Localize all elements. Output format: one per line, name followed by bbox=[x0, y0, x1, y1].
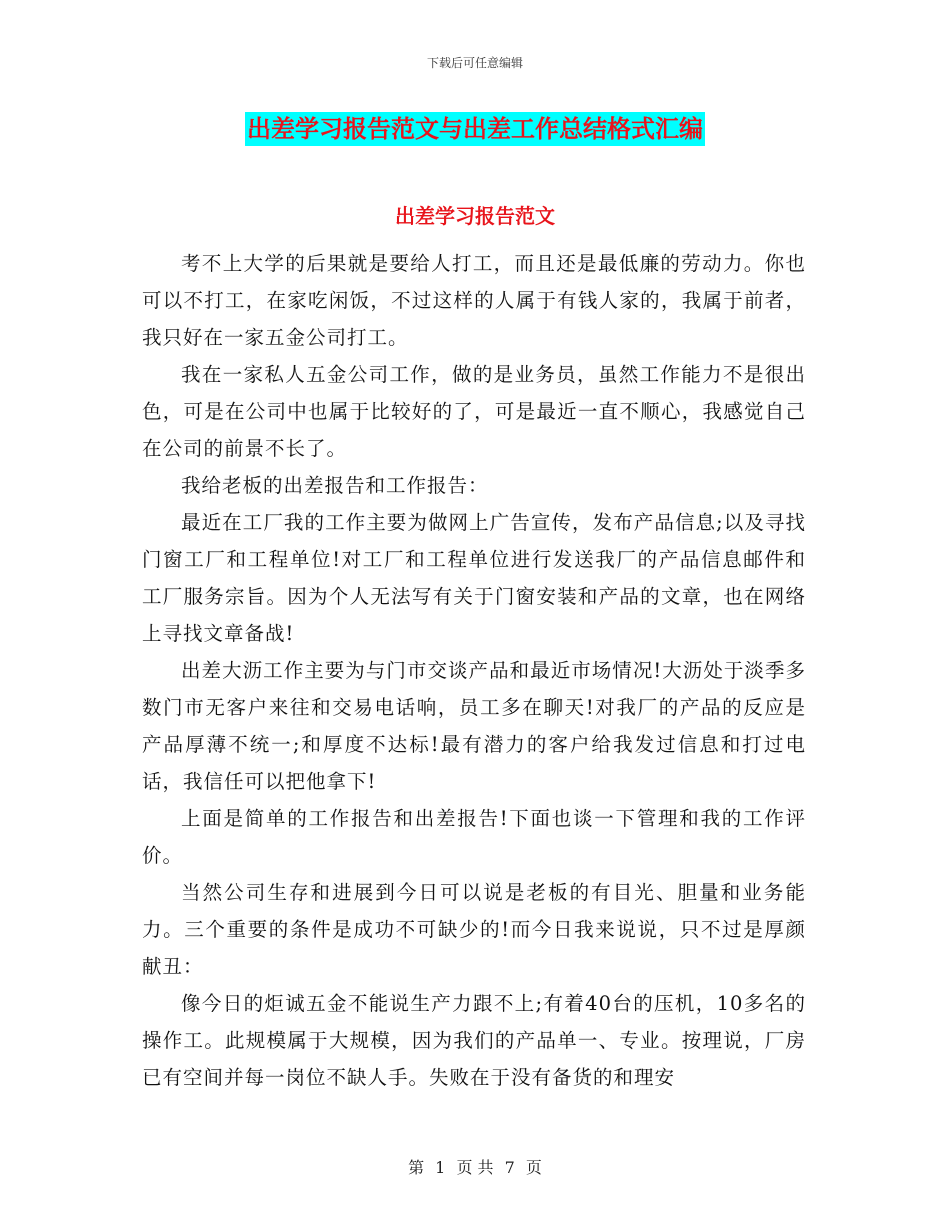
current-page-number: 1 bbox=[435, 1158, 446, 1177]
paragraph: 当然公司生存和进展到今日可以说是老板的有目光、胆量和业务能力。三个重要的条件是成功不可缺少的!而今日我来说说，只不过是厚颜献丑： bbox=[142, 881, 806, 978]
paragraph: 上面是简单的工作报告和出差报告!下面也谈一下管理和我的工作评价。 bbox=[142, 807, 806, 867]
header-note: 下载后可任意编辑 bbox=[426, 56, 523, 70]
paragraph: 我在一家私人五金公司工作，做的是业务员，虽然工作能力不是很出色，可是在公司中也属于比较好的了，可是最近一直不顺心，我感觉自己在公司的前景不长了。 bbox=[142, 363, 806, 460]
footer-mid: 页 共 bbox=[456, 1158, 494, 1177]
document-title-container bbox=[0, 112, 950, 146]
paragraph: 我给老板的出差报告和工作报告： bbox=[181, 474, 489, 497]
paragraph: 出差大沥工作主要为与门市交谈产品和最近市场情况!大沥处于淡季多数门市无客户来往和交易电话响，员工多在聊天!对我厂的产品的反应是产品厚薄不统一;和厚度不达标!最有潜力的客户给我发过信息和打过电话，我信任可以把他拿下! bbox=[142, 659, 806, 793]
paragraph: 考不上大学的后果就是要给人打工，而且还是最低廉的劳动力。你也可以不打工，在家吃闲饭，不过这样的人属于有钱人家的，我属于前者，我只好在一家五金公司打工。 bbox=[142, 252, 806, 349]
page-footer bbox=[0, 1155, 950, 1178]
footer-prefix: 第 bbox=[408, 1158, 425, 1177]
document-title: 出差学习报告范文与出差工作总结格式汇编 bbox=[245, 112, 705, 146]
paragraph: 最近在工厂我的工作主要为做网上广告宣传，发布产品信息;以及寻找门窗工厂和工程单位!对工厂和工程单位进行发送我厂的产品信息邮件和工厂服务宗旨。因为个人无法写有关于门窗安装和产品的文章，也在网络上寻找文章备战! bbox=[142, 511, 806, 645]
total-page-count: 7 bbox=[504, 1158, 515, 1177]
body-text bbox=[142, 245, 806, 1096]
footer-suffix: 页 bbox=[525, 1158, 542, 1177]
section-title: 出差学习报告范文 bbox=[395, 204, 555, 228]
paragraph: 像今日的炬诚五金不能说生产力跟不上;有着40台的压机，10多名的操作工。此规模属于大规模，因为我们的产品单一、专业。按理说，厂房已有空间并每一岗位不缺人手。失败在于没有备货的和理安 bbox=[142, 992, 806, 1089]
